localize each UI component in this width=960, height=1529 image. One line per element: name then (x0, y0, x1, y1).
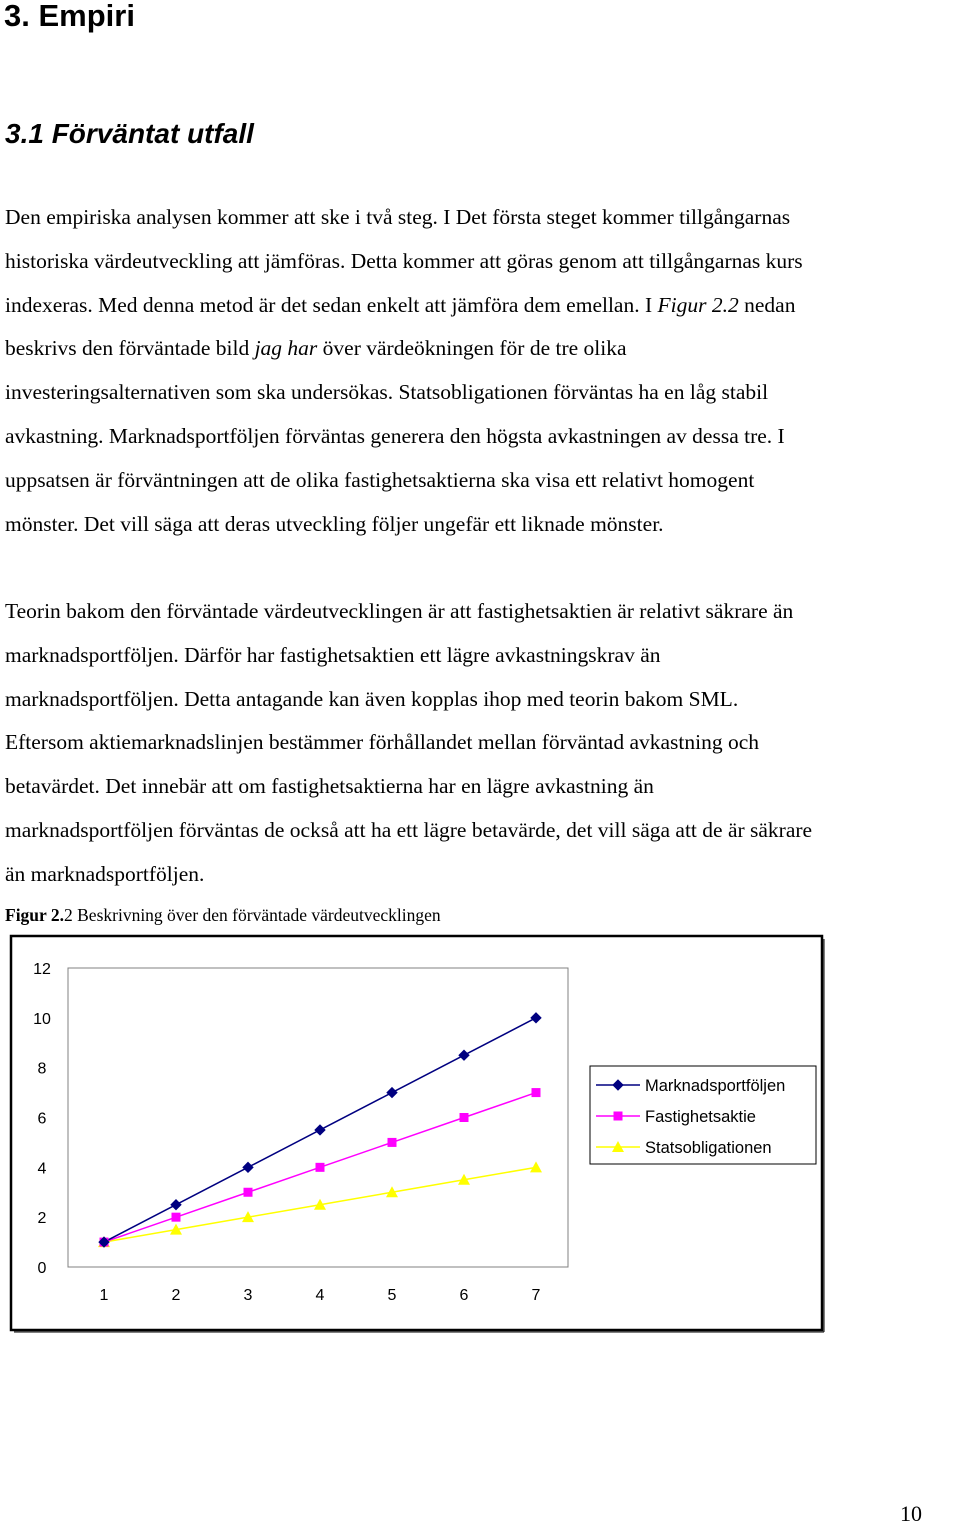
paragraph-theory (5, 590, 812, 897)
x-tick-label: 5 (387, 1287, 397, 1304)
data-point-square (460, 1113, 469, 1122)
y-axis-ticks (33, 961, 51, 1277)
data-point-diamond (387, 1088, 397, 1098)
data-point-square (316, 1163, 325, 1172)
y-tick-label: 10 (33, 1010, 51, 1028)
data-point-diamond (531, 1013, 541, 1023)
text-run: marknadsportföljen. Detta antagande kan även kopplas ihop med teorin bakom SML. (5, 686, 739, 711)
data-point-diamond (459, 1050, 469, 1060)
text-run: över värdeökningen för de tre olika (317, 336, 627, 361)
data-point-diamond (171, 1200, 181, 1210)
text-run: Den empiriska analysen kommer att ske i två steg. I Det första steget kommer tillgångarnas (5, 205, 791, 229)
data-point-diamond (315, 1125, 325, 1135)
figure-caption-label: Figur 2. (5, 905, 64, 925)
x-tick-label: 6 (459, 1287, 469, 1304)
series-group (98, 1013, 542, 1247)
data-point-square (244, 1188, 253, 1197)
data-point-square (172, 1213, 181, 1222)
text-run: mönster. Det vill säga att deras utveckling följer ungefär ett liknade mönster. (5, 511, 664, 536)
section-heading: 3. Empiri (4, 0, 135, 33)
text-line (5, 634, 812, 678)
y-tick-label: 6 (37, 1110, 47, 1128)
figure-caption (5, 900, 441, 930)
legend-label: Marknadsportföljen (645, 1077, 786, 1095)
text-line (5, 678, 812, 722)
text-run: avkastning. Marknadsportföljen förväntas generera den högsta avkastningen av dessa tre. I (5, 423, 785, 448)
subsection-heading: 3.1 Förväntat utfall (5, 118, 254, 149)
text-line (5, 327, 803, 371)
y-tick-label: 4 (37, 1160, 47, 1178)
line-chart (0, 932, 960, 1342)
text-run: uppsatsen är förväntningen att de olika fastighetsaktierna ska visa ett relativt homogent (5, 467, 755, 492)
text-line (5, 503, 803, 547)
legend-label: Statsobligationen (645, 1139, 772, 1157)
x-tick-label: 2 (171, 1287, 181, 1304)
text-line (5, 415, 803, 459)
text-line (5, 721, 812, 765)
text-run: marknadsportföljen förväntas de också att ha ett lägre betavärde, det vill säga att de är säkrare (5, 817, 813, 842)
data-point-square (614, 1112, 623, 1121)
text-run: nedan (738, 292, 796, 317)
text-line (5, 284, 803, 328)
x-tick-label: 4 (315, 1287, 325, 1304)
text-run: historiska värdeutveckling att jämföras. Detta kommer att göras genom att tillgångarnas kurs (5, 248, 803, 273)
text-line (5, 240, 803, 284)
text-run: marknadsportföljen. Därför har fastighetsaktien ett lägre avkastningskrav än (5, 642, 661, 667)
italic-text: jag har (254, 336, 318, 361)
text-run: beskrivs den förväntade bild (5, 336, 255, 361)
text-run: Eftersom aktiemarknadslinjen bestämmer förhållandet mellan förväntad avkastning och (5, 730, 760, 755)
x-axis-ticks (100, 1287, 541, 1304)
data-point-square (532, 1088, 541, 1097)
x-tick-label: 7 (531, 1287, 541, 1304)
data-point-diamond (243, 1162, 253, 1172)
x-tick-label: 1 (99, 1287, 109, 1304)
text-run: än marknadsportföljen. (5, 861, 205, 886)
legend-label: Fastighetsaktie (645, 1108, 756, 1126)
paragraph-intro (5, 196, 803, 546)
x-tick-label: 3 (243, 1287, 253, 1304)
y-tick-label: 12 (33, 961, 51, 978)
chart-container (0, 932, 960, 1342)
data-point-triangle (530, 1161, 542, 1172)
text-line (5, 765, 812, 809)
text-line (5, 196, 803, 240)
text-line (5, 809, 812, 853)
text-line (5, 590, 812, 634)
text-run: Teorin bakom den förväntade värdeutvecklingen är att fastighetsaktien är relativt säkrare än (5, 599, 794, 623)
y-tick-label: 0 (37, 1260, 47, 1277)
italic-text: Figur 2.2 (657, 292, 739, 317)
y-tick-label: 2 (37, 1210, 47, 1228)
text-run: investeringsalternativen som ska undersökas. Statsobligationen förväntas ha en låg stabil (5, 380, 769, 405)
page-number: 10 (900, 1501, 922, 1526)
text-run: betavärdet. Det innebär att om fastighetsaktierna har en lägre avkastning än (5, 774, 654, 799)
data-point-square (388, 1138, 397, 1147)
text-line (5, 371, 803, 415)
figure-caption-text: 2 Beskrivning över den förväntade värdeutvecklingen (64, 905, 441, 925)
text-run: indexeras. Med denna metod är det sedan enkelt att jämföra dem emellan. I (5, 292, 658, 317)
text-line (5, 459, 803, 503)
text-line (5, 853, 812, 897)
y-tick-label: 8 (37, 1060, 47, 1078)
